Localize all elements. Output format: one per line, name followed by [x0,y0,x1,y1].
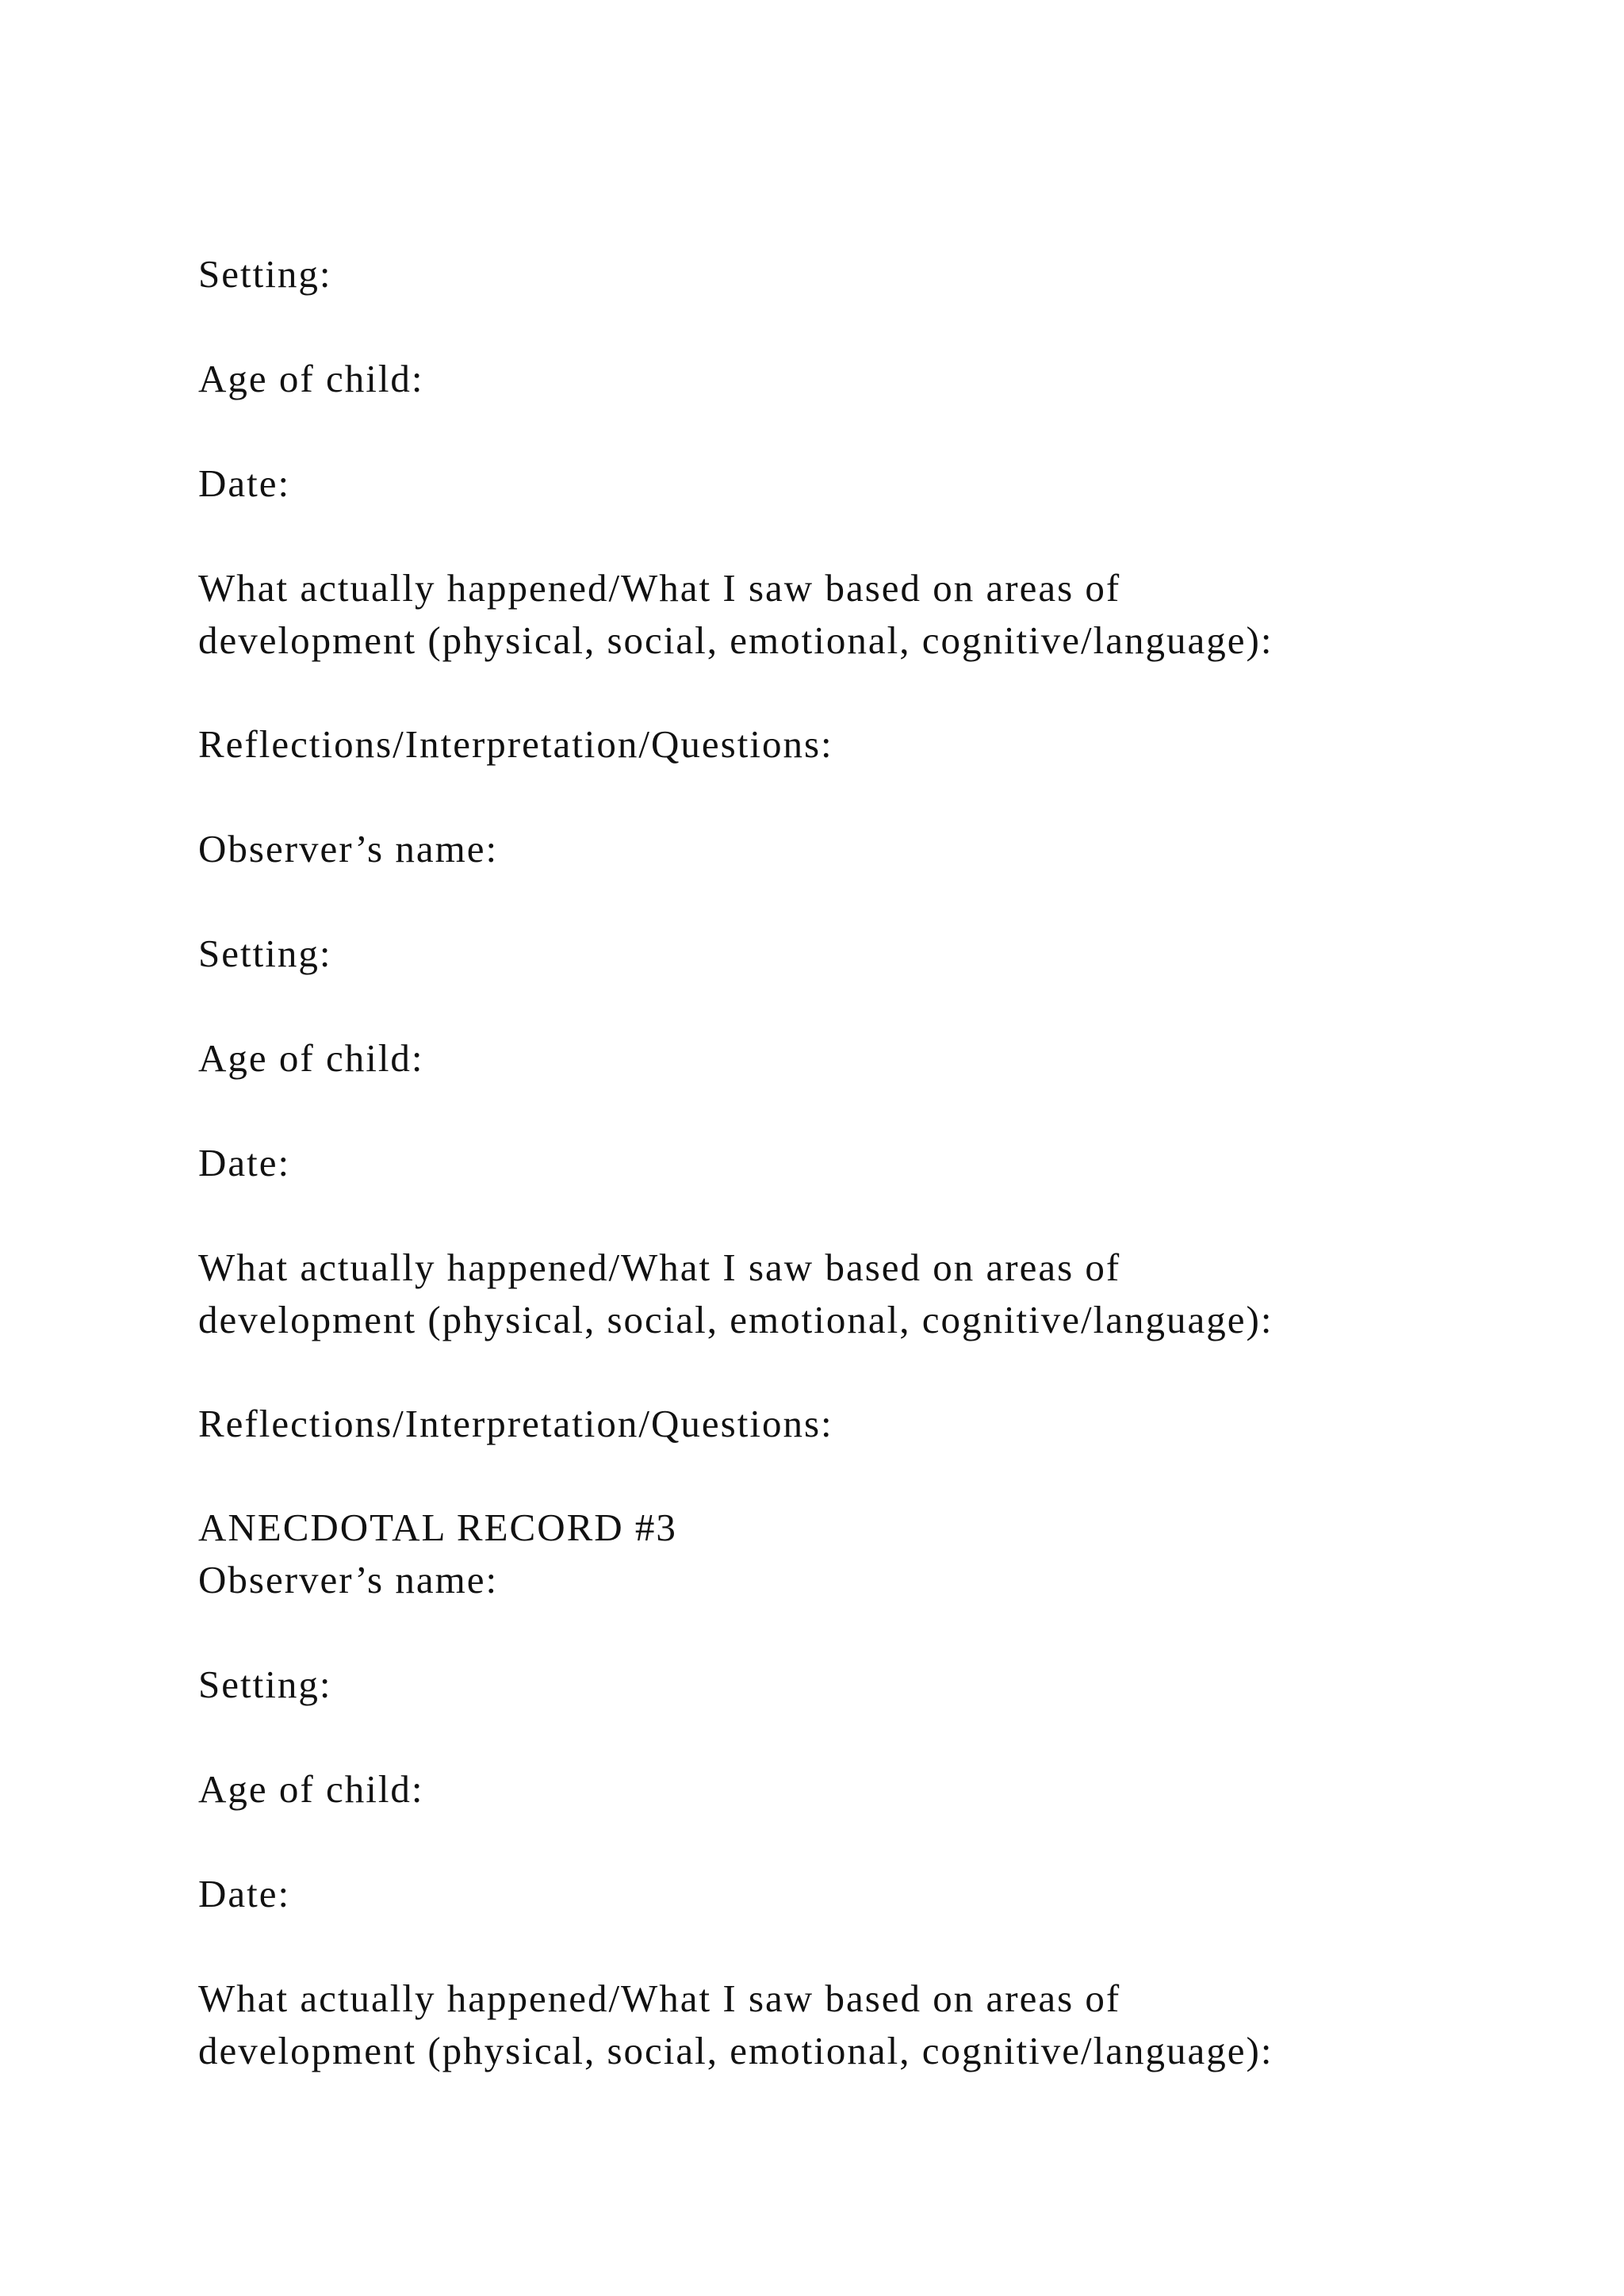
age-of-child-label: Age of child: [198,1036,424,1080]
reflections-label: Reflections/Interpretation/Questions: [198,1402,833,1445]
date-label: Date: [198,1141,291,1184]
what-happened-line-2: development (physical, social, emotional, cognitive/language): [198,1298,1274,1341]
reflections-label: Reflections/Interpretation/Questions: [198,722,833,766]
what-happened-line-1: What actually happened/What I saw based on areas of [198,1246,1121,1289]
age-of-child-label: Age of child: [198,1767,424,1811]
age-of-child-label: Age of child: [198,357,424,400]
date-label: Date: [198,461,291,505]
observer-name-label: Observer’s name: [198,827,499,871]
observer-name-label: Observer’s name: [198,1558,499,1601]
what-happened-line-2: development (physical, social, emotional, cognitive/language): [198,2029,1274,2072]
what-happened-line-1: What actually happened/What I saw based on areas of [198,1976,1121,2020]
record-heading: ANECDOTAL RECORD #3 [198,1506,677,1549]
what-happened-line-2: development (physical, social, emotional, cognitive/language): [198,618,1274,662]
date-label: Date: [198,1872,291,1915]
setting-label: Setting: [198,1663,332,1706]
setting-label: Setting: [198,252,332,296]
setting-label: Setting: [198,932,332,975]
what-happened-line-1: What actually happened/What I saw based on areas of [198,566,1121,610]
